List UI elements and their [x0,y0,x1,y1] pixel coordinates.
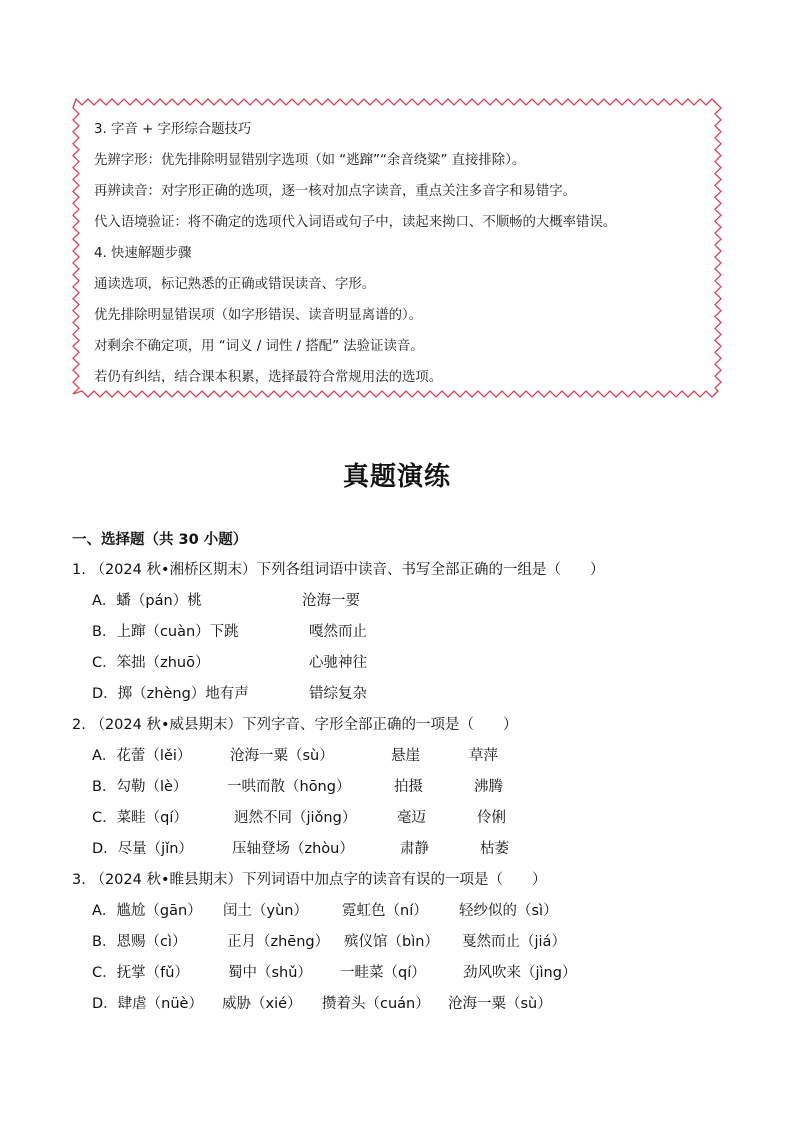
tip-line: 对剩余不确定项，用 “词义 / 词性 / 搭配” 法验证读音。 [94,339,424,354]
option-text: 伶俐 [477,810,506,826]
option-text: 威胁（xié） [222,996,302,1012]
tip-line: 代入语境验证：将不确定的选项代入词语或句子中，读起来拗口、不顺畅的大概率错误。 [94,215,617,230]
option-text: 压轴登场（zhòu） [232,841,354,857]
option-text: 一哄而散（hōng） [227,779,351,795]
tip-line: 通读选项，标记熟悉的正确或错误读音、字形。 [94,277,376,292]
option-text: A．蟠（pán）桃 [92,593,202,609]
tip-line: 再辨读音：对字形正确的选项，逐一核对加点字读音，重点关注多音字和易错字。 [94,184,577,199]
option-text: 心驰神往 [309,655,367,671]
question-2-option-c[interactable] [72,803,732,834]
option-text: 劲风吹来（jìng） [463,965,577,981]
question-2-stem: 2. （2024 秋•威县期末）下列字音、字形全部正确的一项是（ ） [72,717,518,733]
option-text: A．尴尬（gān） [92,903,202,919]
option-text: 悬崖 [391,748,420,764]
option-text: B．上蹿（cuàn）下跳 [92,624,239,640]
part-heading: 一、选择题（共 30 小题） [72,532,248,548]
option-text: 拍摄 [394,779,423,795]
tip-line: 4. 快速解题步骤 [94,246,192,261]
option-text: A．花蕾（lěi） [92,748,192,764]
option-text: 正月（zhēng） [227,934,330,950]
option-text: 迥然不同（jiǒng） [234,810,357,826]
question-3-option-d[interactable] [72,989,732,1020]
question-1-option-a[interactable] [72,586,732,617]
option-text: C．抚掌（fǔ） [92,965,189,981]
option-text: 闰土（yùn） [223,903,308,919]
tip-line: 优先排除明显错误项（如字形错误、读音明显离谱的）。 [94,308,423,323]
question-2-option-b[interactable] [72,772,732,803]
option-text: 殡仪馆（bìn） [344,934,439,950]
question-3-option-b[interactable] [72,927,732,958]
section-title: 真题演练 [342,462,451,492]
question-1-stem: 1. （2024 秋•湘桥区期末）下列各组词语中读音、书写全部正确的一组是（ ） [72,562,605,578]
option-text: 一畦菜（qí） [340,965,426,981]
option-text: C．笨拙（zhuō） [92,655,210,671]
question-3-option-a[interactable] [72,896,732,927]
option-text: 戛然而止（jiá） [462,934,566,950]
option-text: 轻纱似的（sì） [459,903,558,919]
option-text: 沧海一粟（sù） [230,748,334,764]
tips-text [94,114,708,393]
option-text: 沧海一要 [302,593,360,609]
question-1-option-c[interactable] [72,648,732,679]
question-2-option-a[interactable] [72,741,732,772]
option-text: 肃静 [400,841,429,857]
option-text: 霓虹色（ní） [342,903,428,919]
option-text: 枯萎 [480,841,509,857]
option-text: 嘎然而止 [309,624,367,640]
question-list [72,526,732,1020]
question-1-option-d[interactable] [72,679,732,710]
option-text: D．肆虐（nüè） [92,996,203,1012]
option-text: B．勾勒（lè） [92,779,188,795]
option-text: 错综复杂 [309,686,367,702]
option-text: 攒着头（cuán） [322,996,430,1012]
question-3-option-c[interactable] [72,958,732,989]
option-text: D．尽量（jǐn） [92,841,193,857]
option-text: 毫迈 [397,810,426,826]
option-text: 沸腾 [474,779,503,795]
option-text: 沧海一粟（sù） [448,996,552,1012]
option-text: 蜀中（shǔ） [228,965,312,981]
option-text: D．掷（zhèng）地有声 [92,686,249,702]
tip-line: 3. 字音 + 字形综合题技巧 [94,122,252,137]
tip-line: 先辨字形：优先排除明显错别字选项（如 “逃蹿”“余音绕粱” 直接排除）。 [94,153,526,168]
option-text: 草萍 [469,748,498,764]
question-1-option-b[interactable] [72,617,732,648]
option-text: C．菜畦（qí） [92,810,188,826]
tip-line: 若仍有纠结，结合课本积累，选择最符合常规用法的选项。 [94,370,443,385]
question-2-option-d[interactable] [72,834,732,865]
question-3-stem: 3. （2024 秋•睢县期末）下列词语中加点字的读音有误的一项是（ ） [72,872,547,888]
option-text: B．恩赐（cì） [92,934,187,950]
tips-box [72,98,722,398]
